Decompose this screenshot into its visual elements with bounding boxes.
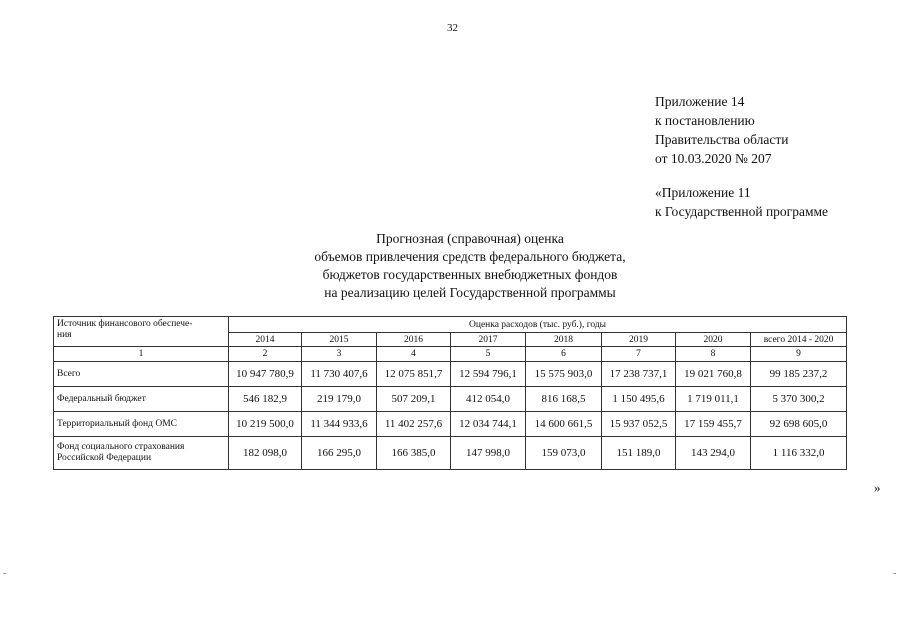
table-cell: 5 370 300,2 [751,387,847,412]
table-cell: 182 098,0 [229,437,302,470]
row-label: Территориальный фонд ОМС [54,412,229,437]
year-header: 2016 [377,333,451,347]
table-cell: 15 937 052,5 [602,412,676,437]
table-cell: 11 344 933,6 [302,412,377,437]
column-number-row [54,347,847,362]
table-cell: 1 719 011,1 [676,387,751,412]
table-cell: 166 385,0 [377,437,451,470]
table-cell: 10 947 780,9 [229,362,302,387]
table-cell: 219 179,0 [302,387,377,412]
source-column-header: Источник финансового обеспече- ния [54,317,229,347]
table-cell: 143 294,0 [676,437,751,470]
year-header: 2014 [229,333,302,347]
total-header: всего 2014 - 2020 [751,333,847,347]
table-row [54,437,847,470]
appendix-line: к постановлению [655,113,755,128]
title-line: на реализацию целей Государственной программы [324,285,616,300]
table-cell: 412 054,0 [451,387,526,412]
column-number: 2 [229,347,302,362]
table-row [54,362,847,387]
appendix-line: «Приложение 11 [655,185,751,200]
table-cell: 12 594 796,1 [451,362,526,387]
table-row [54,387,847,412]
column-number: 4 [377,347,451,362]
table-row [54,412,847,437]
title-line: Прогнозная (справочная) оценка [376,231,564,246]
column-number: 7 [602,347,676,362]
table-cell: 1 116 332,0 [751,437,847,470]
year-header: 2018 [526,333,602,347]
title-line: бюджетов государственных внебюджетных фондов [322,267,618,282]
year-header: 2017 [451,333,526,347]
appendix-line: Приложение 14 [655,94,745,109]
column-number: 3 [302,347,377,362]
edge-mark-right: - [893,568,897,579]
table-cell: 17 238 737,1 [602,362,676,387]
row-label: Всего [54,362,229,387]
year-header: 2019 [602,333,676,347]
table-cell: 19 021 760,8 [676,362,751,387]
table-cell: 17 159 455,7 [676,412,751,437]
appendix-line: от 10.03.2020 № 207 [655,151,772,166]
title-line: объемов привлечения средств федерального бюджета, [314,249,626,264]
column-number: 6 [526,347,602,362]
row-label: Федеральный бюджет [54,387,229,412]
table-cell: 507 209,1 [377,387,451,412]
funding-estimate-table [53,316,847,470]
year-header: 2015 [302,333,377,347]
table-cell: 15 575 903,0 [526,362,602,387]
table-cell: 99 185 237,2 [751,362,847,387]
table-cell: 166 295,0 [302,437,377,470]
table-cell: 147 998,0 [451,437,526,470]
edge-mark-left: - [3,568,7,579]
year-header: 2020 [676,333,751,347]
row-label: Фонд социального страхования Российской Федерации [54,437,229,470]
table-cell: 11 402 257,6 [377,412,451,437]
appendix-line: к Государственной программе [655,204,829,219]
closing-quote: » [874,480,881,495]
column-number: 9 [751,347,847,362]
table-cell: 546 182,9 [229,387,302,412]
column-number: 8 [676,347,751,362]
table-cell: 10 219 500,0 [229,412,302,437]
table-cell: 816 168,5 [526,387,602,412]
table-cell: 11 730 407,6 [302,362,377,387]
table-cell: 92 698 605,0 [751,412,847,437]
table-cell: 151 189,0 [602,437,676,470]
table-cell: 159 073,0 [526,437,602,470]
column-number: 1 [54,347,229,362]
page-number: 32 [447,22,458,34]
table-cell: 1 150 495,6 [602,387,676,412]
table-cell: 14 600 661,5 [526,412,602,437]
appendix-line: Правительства области [655,132,789,147]
expense-group-header: Оценка расходов (тыс. руб.), годы [229,317,847,333]
appendix-reference [655,92,828,221]
table-cell: 12 034 744,1 [451,412,526,437]
document-title [200,230,740,302]
table-cell: 12 075 851,7 [377,362,451,387]
column-number: 5 [451,347,526,362]
